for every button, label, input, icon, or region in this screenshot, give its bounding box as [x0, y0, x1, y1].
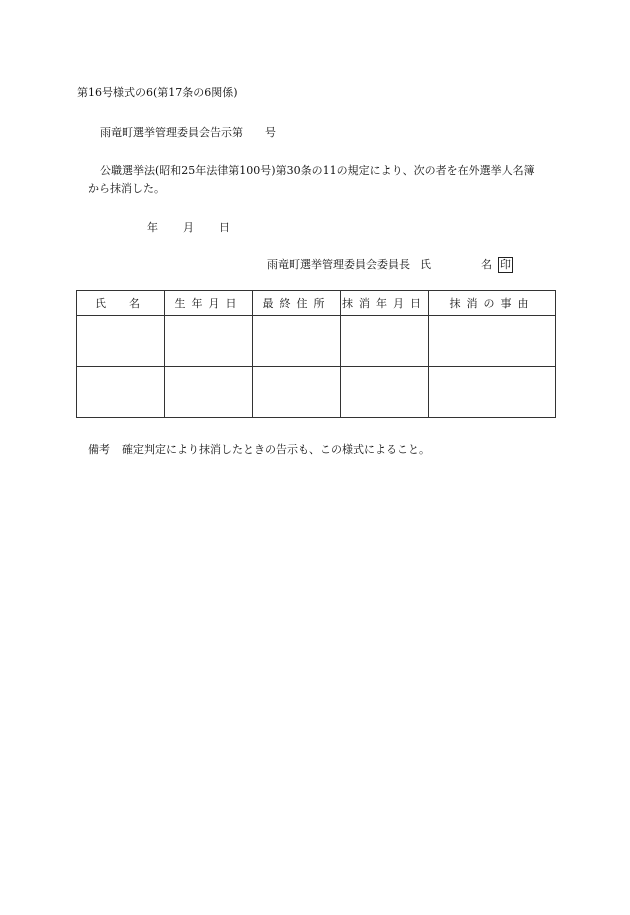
- body-line-2: から抹消した。: [88, 182, 165, 195]
- remarks-text: 確定判定により抹消したときの告示も、この様式によること。: [122, 443, 430, 456]
- table-cell: [341, 316, 429, 367]
- signer-name-label-1: 氏: [420, 258, 431, 271]
- notice-suffix: 号: [265, 126, 276, 139]
- table-cell: [253, 316, 341, 367]
- header-birthdate: 生年月日: [165, 291, 253, 316]
- header-deletion-reason: 抹消の事由: [429, 291, 556, 316]
- signer-name-label-2: 名: [481, 258, 492, 271]
- date-month: 月: [183, 221, 194, 234]
- remarks: [88, 441, 430, 457]
- header-deletion-date: 抹消年月日: [341, 291, 429, 316]
- header-name: 氏 名: [77, 291, 165, 316]
- table-row: [77, 316, 556, 367]
- seal-mark: 印: [500, 258, 511, 271]
- notice-prefix: 雨竜町選挙管理委員会告示第: [100, 126, 243, 139]
- header-last-address: 最終住所: [253, 291, 341, 316]
- table-cell: [253, 367, 341, 418]
- table-cell: [429, 367, 556, 418]
- table-cell: [77, 316, 165, 367]
- table-cell: [341, 367, 429, 418]
- signer-title: 雨竜町選挙管理委員会委員長: [267, 258, 410, 271]
- date-day: 日: [219, 221, 230, 234]
- remarks-label: 備考: [88, 443, 110, 456]
- table-cell: [165, 316, 253, 367]
- date-year: 年: [147, 221, 158, 234]
- notice-title: [100, 124, 276, 140]
- table-header-row: [77, 291, 556, 316]
- signer-line: [267, 256, 513, 273]
- table-row: [77, 367, 556, 418]
- deletion-record-table: [76, 290, 556, 418]
- form-number: 第16号様式の6(第17条の6関係): [77, 86, 238, 99]
- body-line-1: 公職選挙法(昭和25年法律第100号)第30条の11の規定により、次の者を在外選挙人名簿: [100, 164, 535, 177]
- table-cell: [77, 367, 165, 418]
- table-cell: [429, 316, 556, 367]
- table-cell: [165, 367, 253, 418]
- date-line: [147, 219, 230, 235]
